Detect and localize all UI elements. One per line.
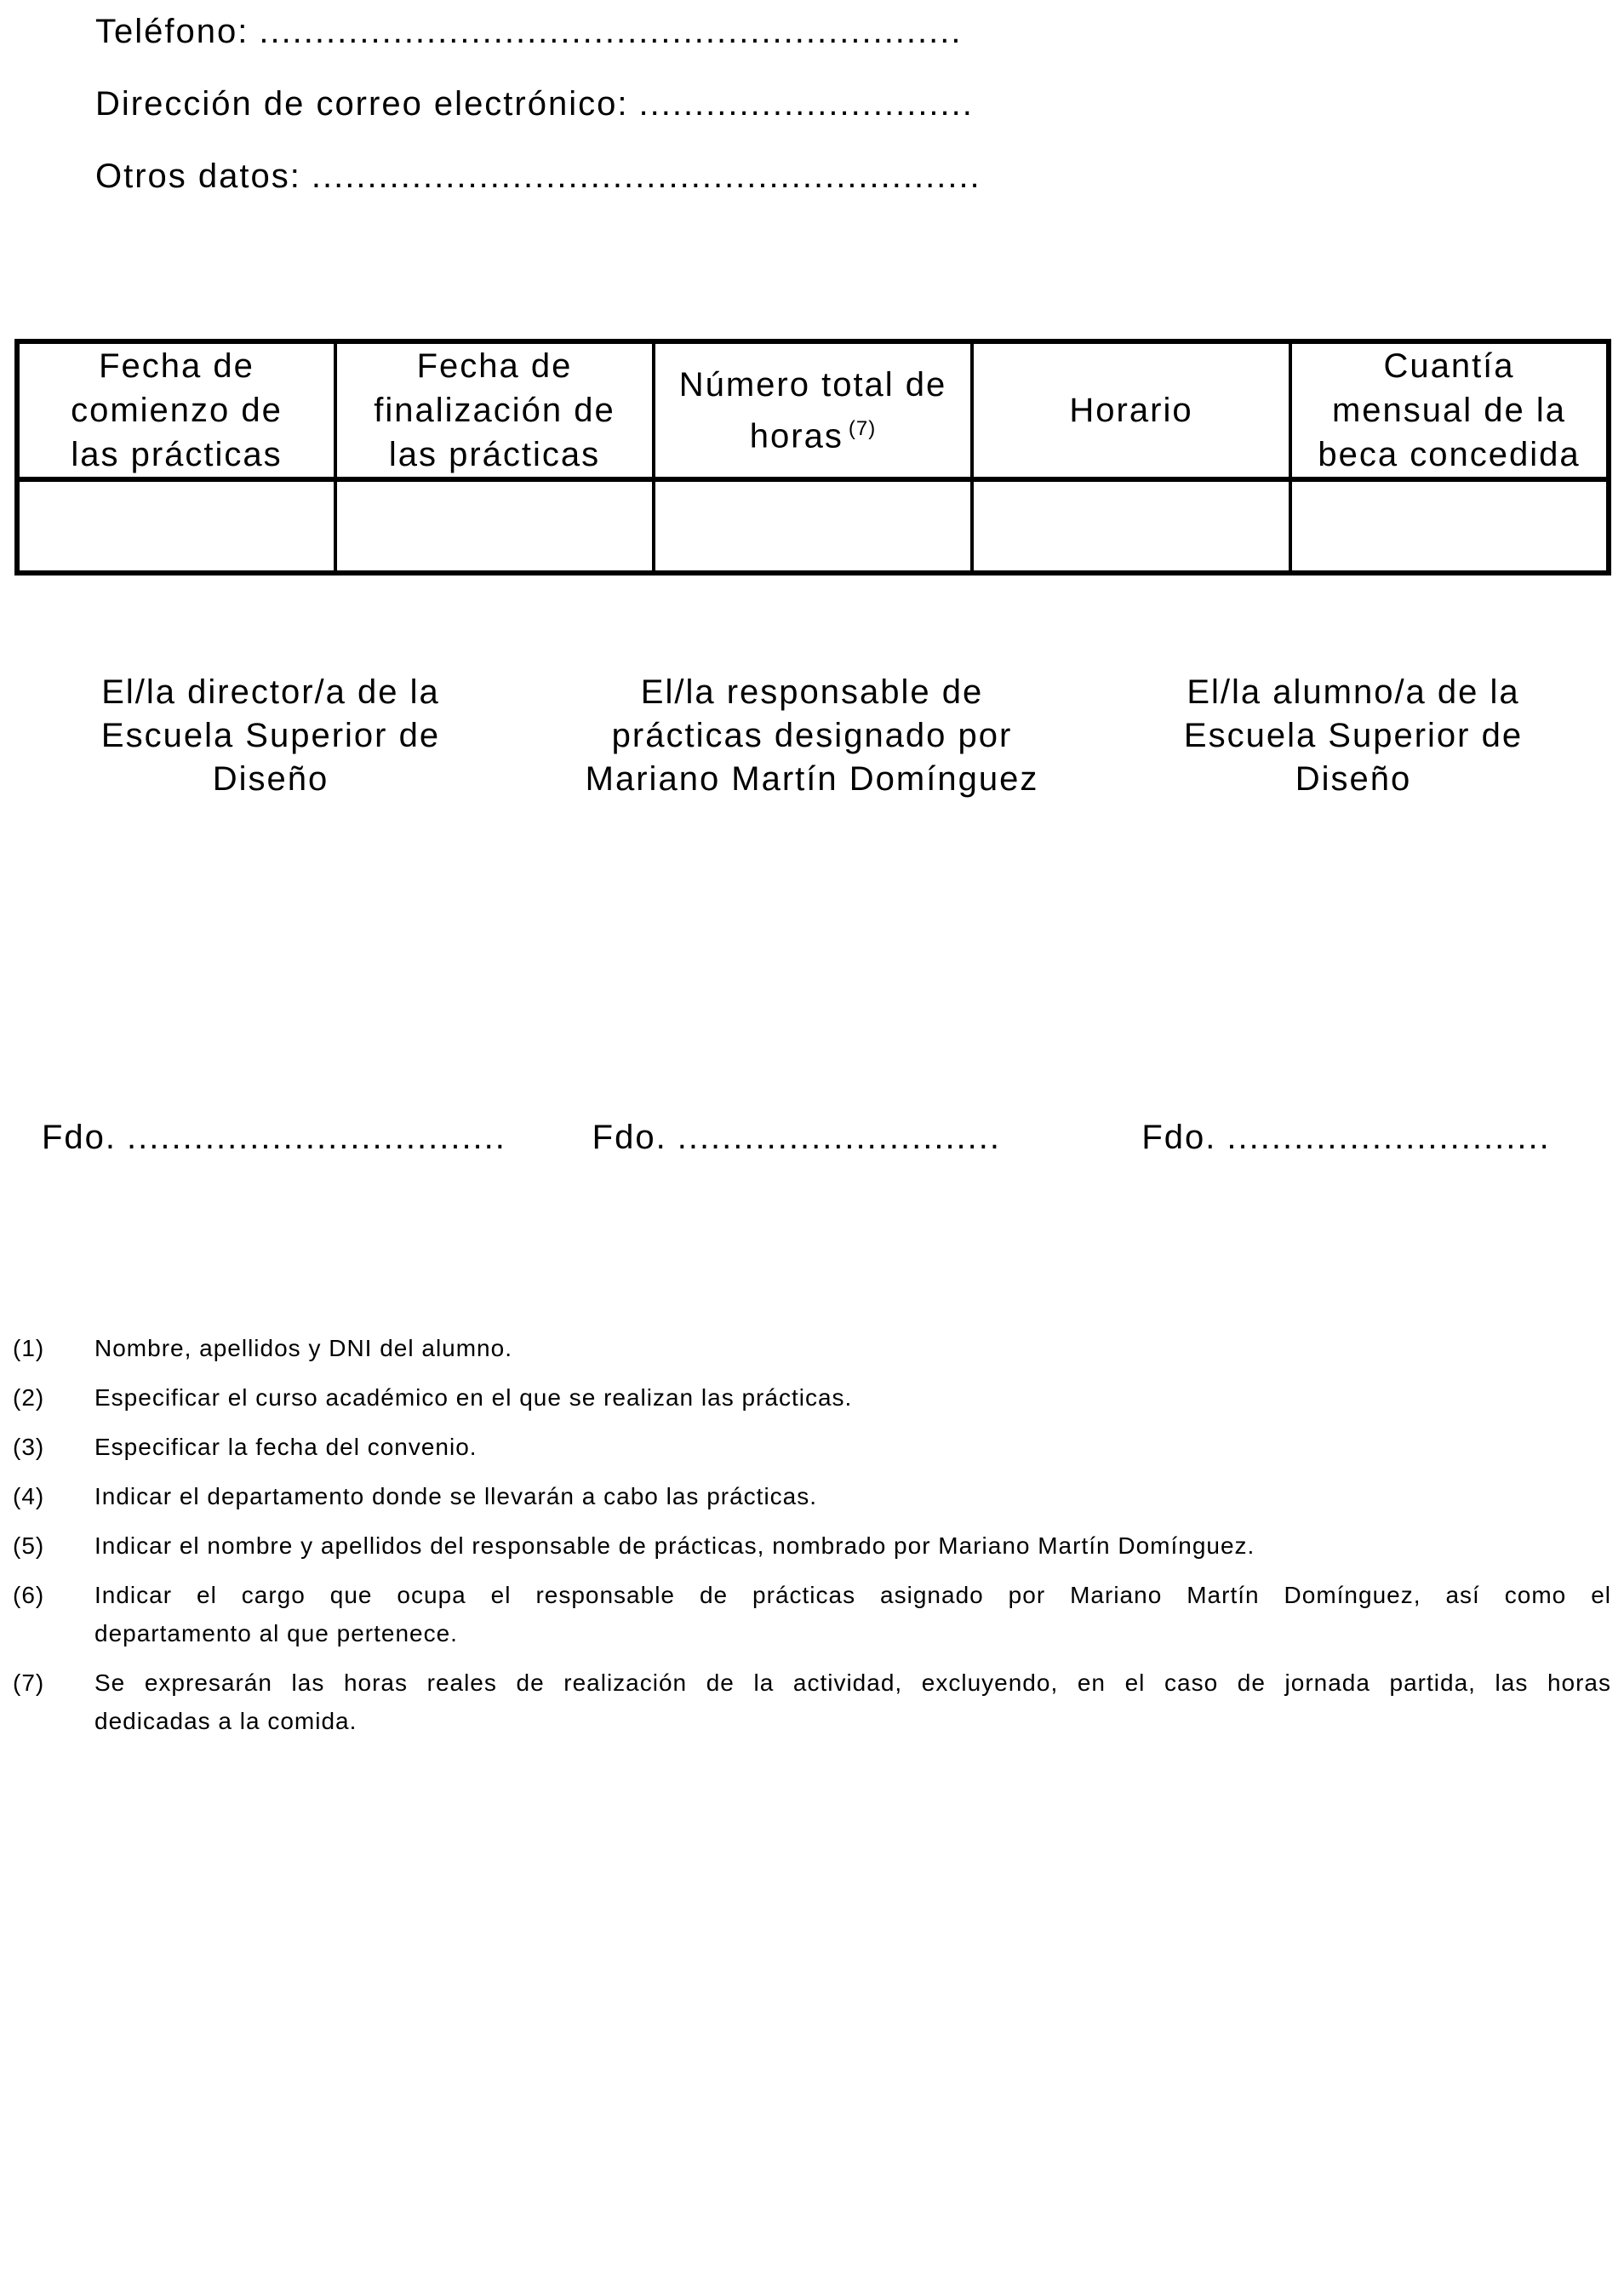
header-line: las prácticas: [71, 436, 283, 473]
contact-fields-section: [95, 12, 981, 229]
empty-cell-fecha-comienzo: [17, 479, 335, 573]
dotted-fill-line: ..............................: [638, 85, 974, 123]
footnote-number: (4): [13, 1483, 45, 1509]
fdo-line-responsable: [524, 1118, 1075, 1157]
signatory-line: Mariano Martín Domínguez: [585, 760, 1039, 798]
footnote-text: [94, 1428, 1611, 1466]
practice-details-table: [14, 339, 1611, 576]
fdo-label: Fdo.: [1141, 1119, 1217, 1156]
signatory-line: El/la responsable de: [640, 673, 984, 711]
fdo-line-director: [0, 1118, 524, 1157]
signatory-responsable: [541, 671, 1083, 801]
footnote-text: [94, 1378, 1611, 1417]
header-cuantia-beca: [1290, 341, 1609, 479]
footnote-line: Especificar el curso académico en el que se realizan las prácticas.: [94, 1384, 853, 1411]
header-fecha-finalizacion: [335, 341, 654, 479]
footnote-line: Indicar el cargo que ocupa el responsable de prácticas asignado por Mariano Martín Domínguez, así como el: [94, 1582, 1611, 1608]
dotted-fill-line: ............................................................: [311, 157, 981, 195]
footnote-text: [94, 1526, 1611, 1565]
header-line: beca concedida: [1318, 436, 1581, 473]
footnote-number: (2): [13, 1384, 45, 1411]
footnote-number: (7): [13, 1669, 45, 1696]
empty-cell-fecha-finalizacion: [335, 479, 654, 573]
email-field-line: [95, 84, 981, 123]
footnote-line: Indicar el nombre y apellidos del responsable de prácticas, nombrado por Mariano Martín Domínguez.: [94, 1532, 1255, 1559]
footnote-item-6: [13, 1576, 1611, 1652]
footnote-line: Especificar la fecha del convenio.: [94, 1434, 477, 1460]
footnote-text: [94, 1576, 1611, 1652]
signatory-director: [0, 671, 541, 801]
dotted-signature-line: .............................: [677, 1119, 1002, 1156]
footnote-line: Nombre, apellidos y DNI del alumno.: [94, 1335, 512, 1361]
footnote-number: (3): [13, 1434, 45, 1460]
empty-cell-numero-horas: [654, 479, 972, 573]
header-line: Cuantía: [1383, 347, 1515, 385]
footnote-ref-7: (7): [848, 416, 877, 440]
footnote-item-2: [13, 1378, 1611, 1417]
footnote-item-5: [13, 1526, 1611, 1565]
footnote-item-4: [13, 1477, 1611, 1515]
practice-table-body: [17, 479, 1609, 573]
footnote-text: [94, 1329, 1611, 1367]
footnote-line: Se expresarán las horas reales de realización de la actividad, excluyendo, en el caso de jornada partida, las horas: [94, 1669, 1611, 1696]
footnote-item-1: [13, 1329, 1611, 1367]
signatory-alumno: [1083, 671, 1624, 801]
signatory-line: Escuela Superior de: [1183, 717, 1524, 754]
telefono-field-line: [95, 12, 981, 51]
header-line: las prácticas: [388, 436, 601, 473]
header-line: Horario: [1069, 392, 1193, 429]
signatory-line: El/la alumno/a de la: [1187, 673, 1520, 711]
fdo-label: Fdo.: [42, 1119, 117, 1156]
footnote-line: Indicar el departamento donde se llevarán a cabo las prácticas.: [94, 1483, 818, 1509]
dotted-signature-line: .............................: [1227, 1119, 1551, 1156]
footnote-line: departamento al que pertenece.: [94, 1620, 458, 1646]
footnote-number: (6): [13, 1582, 45, 1608]
signatory-line: El/la director/a de la: [101, 673, 440, 711]
signatory-line: Diseño: [212, 760, 329, 798]
footnote-line: dedicadas a la comida.: [94, 1708, 357, 1734]
footnote-text: [94, 1664, 1611, 1740]
header-numero-horas: [654, 341, 972, 479]
empty-cell-cuantia-beca: [1290, 479, 1609, 573]
fdo-label: Fdo.: [592, 1119, 667, 1156]
header-line: finalización de: [374, 392, 615, 429]
header-line: Fecha de: [416, 347, 573, 385]
otros-datos-label: Otros datos:: [95, 157, 301, 195]
empty-cell-horario: [972, 479, 1290, 573]
signatory-line: Diseño: [1295, 760, 1412, 798]
header-line: Número total de: [678, 365, 947, 404]
header-horario: [972, 341, 1290, 479]
practice-table-header-row: [17, 341, 1609, 479]
signature-lines-row: [0, 1118, 1624, 1157]
header-line: mensual de la: [1331, 392, 1567, 429]
footnote-number: (1): [13, 1335, 45, 1361]
header-line: comienzo de: [71, 392, 283, 429]
header-line: Fecha de: [99, 347, 254, 385]
footnote-item-3: [13, 1428, 1611, 1466]
practice-table-empty-row: [17, 479, 1609, 573]
footnote-number: (5): [13, 1532, 45, 1559]
signatories-section: [0, 671, 1624, 801]
footnote-text: [94, 1477, 1611, 1515]
signatory-line: prácticas designado por: [611, 717, 1013, 754]
header-line: [660, 407, 965, 458]
signatory-line: Escuela Superior de: [100, 717, 441, 754]
email-label: Dirección de correo electrónico:: [95, 85, 629, 123]
header-horas-text: horas: [749, 417, 843, 455]
footnote-item-7: [13, 1664, 1611, 1740]
telefono-label: Teléfono:: [95, 13, 249, 50]
footnotes-section: [13, 1329, 1611, 1751]
otros-datos-field-line: [95, 157, 981, 196]
fdo-line-alumno: [1074, 1118, 1624, 1157]
dotted-signature-line: ..................................: [127, 1119, 506, 1156]
dotted-fill-line: ...............................................................: [259, 13, 963, 50]
header-fecha-comienzo: [17, 341, 335, 479]
